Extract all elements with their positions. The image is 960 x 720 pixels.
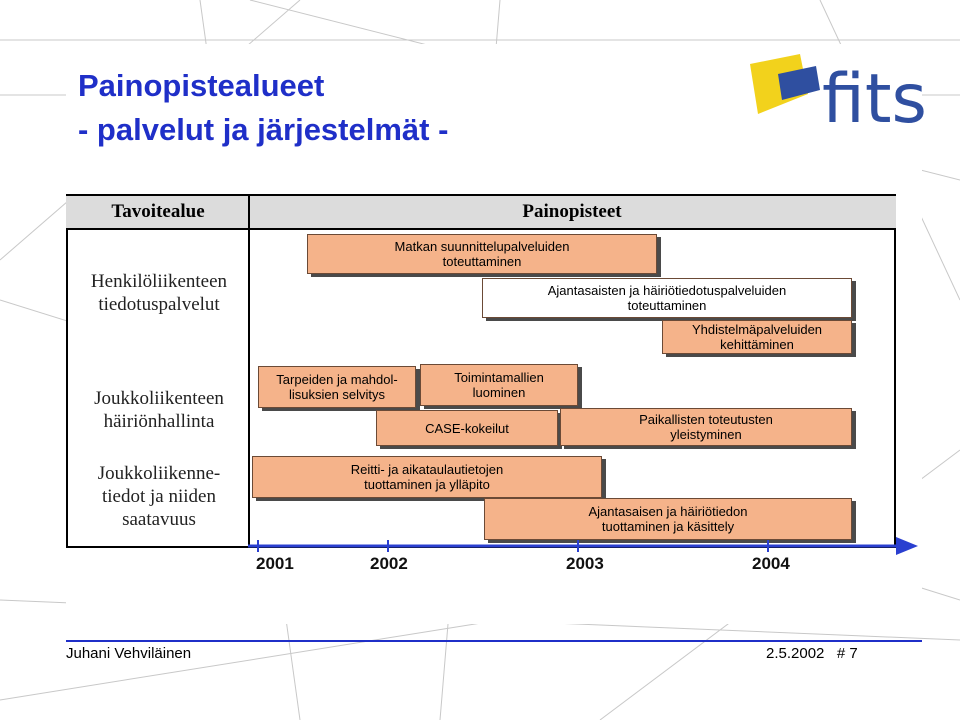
row-label-hairionhallinta: Joukkoliikenteen häiriönhallinta [94, 388, 224, 432]
year-label: 2001 [256, 554, 294, 573]
bar-reitti-aikataulutiedot: Reitti- ja aikataulautietojen tuottaminen ja ylläpito [252, 456, 602, 498]
bar-toimintamallit: Toimintamallien luominen [420, 364, 578, 406]
header-tavoitealue: Tavoitealue [66, 194, 250, 230]
slide-subtitle: - palvelut ja järjestelmät - [78, 112, 449, 147]
bar-ajantasaiset-palvelut: Ajantasaisten ja häiriötiedotuspalveluiden toteuttaminen [482, 278, 852, 318]
year-label: 2002 [370, 554, 408, 573]
fits-logo [738, 44, 928, 154]
year-label: 2004 [752, 554, 790, 573]
row-label-henkiloliikenne: Henkilöliikenteen tiedotuspalvelut [90, 271, 228, 315]
bar-tarpeiden-selvitys: Tarpeiden ja mahdol- lisuksien selvitys [258, 366, 416, 408]
bar-ajantasainen-hairiotieto: Ajantasaisen ja häiriötiedon tuottaminen ja käsittely [484, 498, 852, 540]
bar-yhdistelmapalvelut: Yhdistelmäpalveluiden kehittäminen [662, 320, 852, 354]
footer-date-page: 2.5.2002 # 7 [766, 645, 858, 662]
bar-matkan-suunnittelu: Matkan suunnittelupalveluiden toteuttaminen [307, 234, 657, 274]
logo-text: fits [822, 60, 927, 139]
footer-author: Juhani Vehviläinen [66, 645, 192, 662]
footer-divider [66, 640, 922, 642]
row-label-joukkoliikennetiedot: Joukkoliikenne- tiedot ja niiden saatavuus [97, 463, 221, 530]
bar-case-kokeilut: CASE-kokeilut [376, 410, 558, 446]
bar-paikalliset-toteutukset: Paikallisten toteutusten yleistyminen [560, 408, 852, 446]
year-label: 2003 [566, 554, 604, 573]
header-painopisteet: Painopisteet [248, 194, 896, 230]
slide-title: Painopistealueet [78, 68, 325, 103]
timeline-axis [248, 536, 930, 556]
